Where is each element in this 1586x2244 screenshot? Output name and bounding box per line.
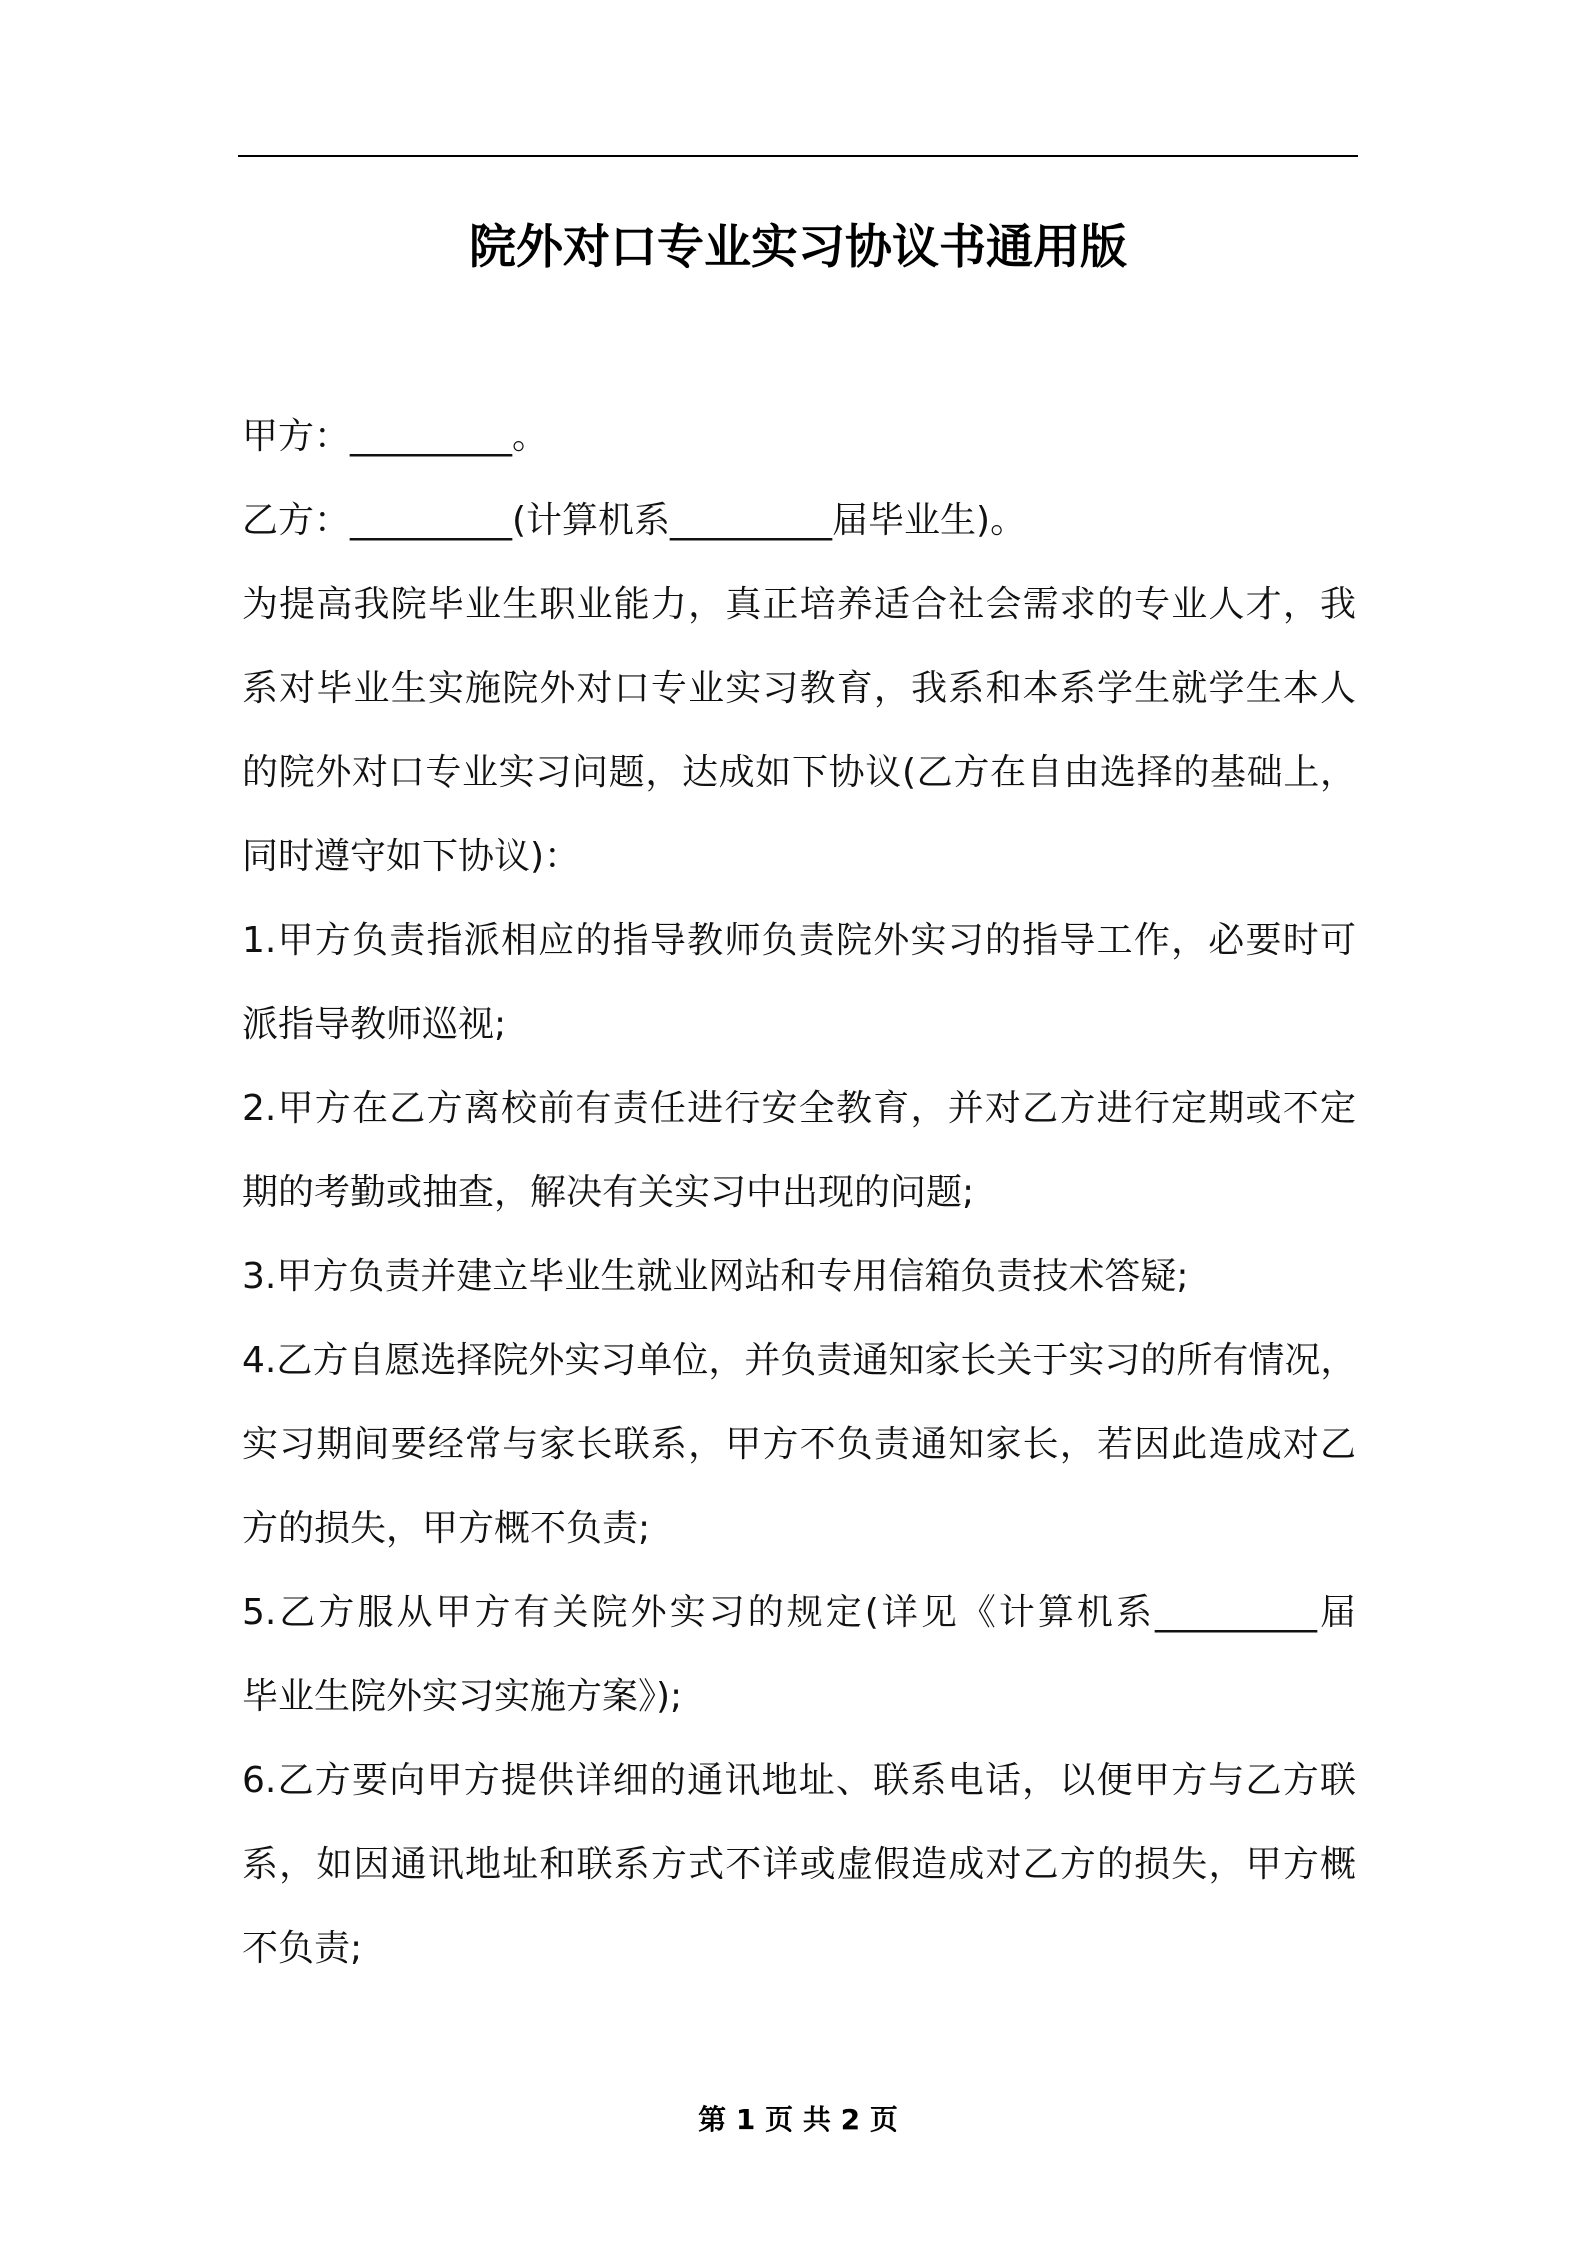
paragraph-line: 方的损失，甲方概不负责; bbox=[242, 1508, 651, 1549]
clause-3 bbox=[242, 1235, 1356, 1319]
paragraph-line: 的院外对口专业实习问题，达成如下协议(乙方在自由选择的基础上， bbox=[242, 752, 1356, 793]
paragraph-line: 6.乙方要向甲方提供详细的通讯地址、联系电话，以便甲方与乙方联 bbox=[242, 1760, 1356, 1801]
paragraph-line: 不负责; bbox=[242, 1928, 363, 1969]
paragraph-line: 系，如因通讯地址和联系方式不详或虚假造成对乙方的损失，甲方概 bbox=[242, 1844, 1356, 1885]
clause-6 bbox=[242, 1739, 1356, 1991]
clause-5 bbox=[242, 1571, 1356, 1739]
clause-1 bbox=[242, 899, 1356, 1067]
paragraph-line: 乙方：_________(计算机系_________届毕业生)。 bbox=[242, 500, 1027, 541]
paragraph-line: 为提高我院毕业生职业能力，真正培养适合社会需求的专业人才，我 bbox=[242, 584, 1356, 625]
paragraph-line: 1.甲方负责指派相应的指导教师负责院外实习的指导工作，必要时可 bbox=[242, 920, 1356, 961]
paragraph-line: 期的考勤或抽查，解决有关实习中出现的问题; bbox=[242, 1172, 975, 1213]
paragraph-line: 2.甲方在乙方离校前有责任进行安全教育，并对乙方进行定期或不定 bbox=[242, 1088, 1356, 1129]
paragraph-line: 实习期间要经常与家长联系，甲方不负责通知家长，若因此造成对乙 bbox=[242, 1424, 1356, 1465]
clause-2 bbox=[242, 1067, 1356, 1235]
paragraph-party-a bbox=[242, 395, 1356, 479]
clause-4 bbox=[242, 1319, 1356, 1571]
paragraph-line: 同时遵守如下协议)： bbox=[242, 836, 581, 877]
paragraph-line: 3.甲方负责并建立毕业生就业网站和专用信箱负责技术答疑; bbox=[242, 1256, 1189, 1297]
document-body bbox=[242, 395, 1356, 1991]
page-number-footer: 第 1 页 共 2 页 bbox=[698, 2103, 898, 2136]
paragraph-line: 4.乙方自愿选择院外实习单位，并负责通知家长关于实习的所有情况， bbox=[242, 1340, 1357, 1381]
header-rule bbox=[238, 155, 1358, 157]
paragraph-line: 5.乙方服从甲方有关院外实习的规定(详见《计算机系_________届 bbox=[242, 1592, 1356, 1633]
paragraph-line: 系对毕业生实施院外对口专业实习教育，我系和本系学生就学生本人 bbox=[242, 668, 1356, 709]
paragraph-preamble bbox=[242, 563, 1356, 899]
paragraph-line: 派指导教师巡视; bbox=[242, 1004, 507, 1045]
document-title: 院外对口专业实习协议书通用版 bbox=[469, 220, 1127, 275]
paragraph-party-b bbox=[242, 479, 1356, 563]
paragraph-line: 毕业生院外实习实施方案》); bbox=[242, 1676, 683, 1717]
paragraph-line: 甲方：_________。 bbox=[242, 416, 549, 457]
